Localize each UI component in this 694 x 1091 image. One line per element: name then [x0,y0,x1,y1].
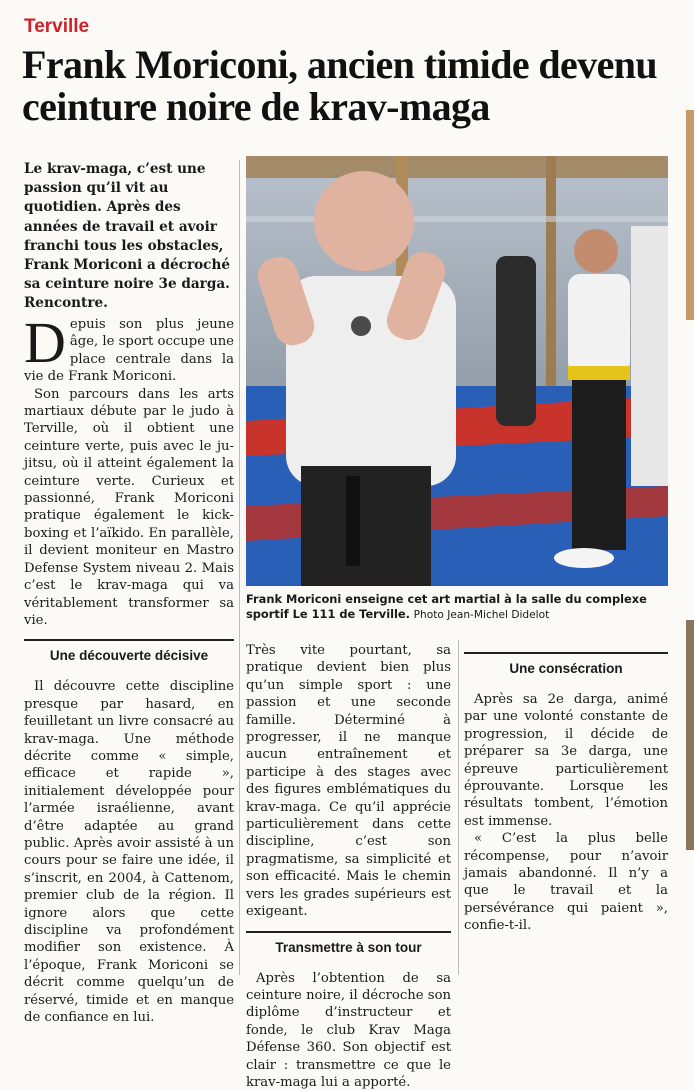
column-1-rule [239,160,240,975]
adjacent-page-strip [682,0,694,994]
photo [246,156,668,586]
paragraph-5: Après l’obtention de sa ceinture noire, il décroche son diplôme d’instructeur et fonde, le club Krav Maga Défense 360. Son objectif est clair : transmettre ce que le krav-maga lui a apporté. [246,970,451,1091]
paragraph-3: Il découvre cette discipline presque par hasard, en feuilletant un livre consacré au krav-maga. Une méthode décrite comme « simple, efficace et rapide », initialement développée pour l’armée israélienne, avant d’être adaptée au grand public. Après avoir assisté à un cours pour se faire une idée, il s’inscrit, en 2004, à Cattenom, premier club de la région. Il ignore alors que cette discipline va profondément modifier son existence. À l’époque, Frank Moriconi se décrit comme quelqu’un de réservé, timide et en manque de confiance en lui. [24,678,234,1026]
headline: Frank Moriconi, ancien timide devenu ceinture noire de krav-maga [22,44,682,128]
paragraph-7: « C’est la plus belle récompense, pour n’avoir jamais abandonné. Il n’y a que le travail et la persévérance qui paient », confie-t-il. [464,830,668,934]
drop-cap: D [24,320,70,366]
chapo: Le krav-maga, c’est une passion qu’il vit au quotidien. Après des années de travail et avoir franchi tous les obstacles, Frank Moriconi a décroché sa ceinture noire 3e darga. Rencontre. [24,160,234,314]
column-3 [464,642,668,935]
subhead-transmettre: Transmettre à son tour [246,931,451,956]
column-2-rule [458,640,459,975]
column-1 [24,316,234,1026]
kicker: Terville [24,16,89,38]
photo-credit: Photo Jean-Michel Didelot [414,609,550,621]
paragraph-4: Très vite pourtant, sa pratique devient bien plus qu’un simple sport : une passion et une seconde famille. Déterminé à progresser, il ne manque aucun entraînement et participe à des stages avec des figures emblématiques du krav-maga. Ce qu’il apprécie particulièrement dans cette discipline, c’est son pragmatisme, sa simplicité et son efficacité. Mais le chemin vers les grades supérieurs est exigeant. [246,642,451,921]
photo-frank-moriconi [246,156,668,586]
paragraph-2: Son parcours dans les arts martiaux débute par le judo à Terville, où il obtient une ceinture verte, puis avec le ju-jitsu, où il atteint également la ceinture verte. Curieux et passionné, Frank Moriconi pratique également le kick-boxing et l’aïkido. En parallèle, il devient moniteur en Mastro Defense System niveau 2. Mais c’est le krav-maga qui va véritablement transformer sa vie. [24,386,234,630]
photo-caption: Frank Moriconi enseigne cet art martial à la salle du complexe sportif Le 111 de Terville. Photo Jean-Michel Didelot [246,592,668,623]
paragraph-1: Depuis son plus jeune âge, le sport occupe une place centrale dans la vie de Frank Moriconi. [24,316,234,386]
column-2 [246,642,451,1091]
subhead-decouverte: Une découverte décisive [24,639,234,664]
paragraph-6: Après sa 2e darga, animé par une volonté constante de progression, il décide de préparer sa 3e darga, une épreuve particulièrement éprouvante. Lorsque les résultats tombent, l’émotion est immense. [464,691,668,830]
subhead-consecration: Une consécration [464,652,668,677]
